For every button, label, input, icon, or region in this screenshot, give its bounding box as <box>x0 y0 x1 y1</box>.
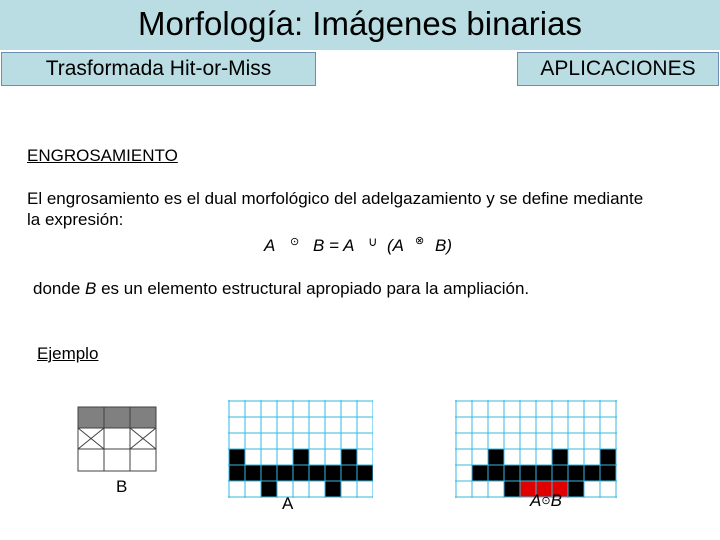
b-cell-gray-2 <box>104 407 130 428</box>
foreground-pixel <box>472 465 488 481</box>
formula-b-equals-a: B = A <box>313 236 355 255</box>
foreground-pixel <box>488 449 504 465</box>
where-suffix: es un elemento estructural apropiado para la ampliación. <box>96 279 530 298</box>
foreground-pixel <box>293 449 309 465</box>
foreground-pixel <box>229 465 245 481</box>
thickening-operator-symbol: ⊙ <box>290 236 300 248</box>
foreground-pixel <box>504 465 520 481</box>
intro-text-line2: la expresión: <box>27 210 124 229</box>
foreground-pixel <box>536 465 552 481</box>
foreground-pixel <box>504 481 520 497</box>
foreground-pixel <box>261 465 277 481</box>
caption-result-a: A <box>530 491 542 510</box>
caption-result-b: B <box>550 491 562 510</box>
foreground-pixel <box>584 465 600 481</box>
union-symbol: ∪ <box>368 234 378 249</box>
caption-a: A <box>282 494 294 513</box>
foreground-pixel <box>261 481 277 497</box>
foreground-pixel <box>568 465 584 481</box>
where-prefix: donde <box>33 279 85 298</box>
foreground-pixel <box>245 465 261 481</box>
where-text <box>33 279 529 299</box>
foreground-pixel <box>341 465 357 481</box>
b-cell-white-3 <box>130 449 156 471</box>
binary-image-a <box>228 400 373 498</box>
foreground-pixel <box>229 449 245 465</box>
b-cell-white-2 <box>104 449 130 471</box>
tab-aplicaciones[interactable]: APLICACIONES <box>517 52 719 86</box>
b-cell-center <box>104 428 130 449</box>
b-cell-white-1 <box>78 449 104 471</box>
b-cell-gray-1 <box>78 407 104 428</box>
tab-hit-or-miss[interactable]: Trasformada Hit-or-Miss <box>1 52 316 86</box>
intro-text-line1: El engrosamiento es el dual morfológico del adelgazamiento y se define mediante <box>27 189 644 208</box>
foreground-pixel <box>293 465 309 481</box>
foreground-pixel <box>600 449 616 465</box>
foreground-pixel <box>325 465 341 481</box>
foreground-pixel <box>277 465 293 481</box>
example-heading: Ejemplo <box>37 344 99 363</box>
caption-result <box>530 491 562 511</box>
caption-b: B <box>116 477 128 496</box>
foreground-pixel <box>325 481 341 497</box>
formula-a: A <box>264 236 276 255</box>
foreground-pixel <box>357 465 373 481</box>
section-heading: ENGROSAMIENTO <box>27 146 178 165</box>
foreground-pixel <box>552 449 568 465</box>
foreground-pixel <box>309 465 325 481</box>
foreground-pixel <box>341 449 357 465</box>
binary-image-result <box>455 400 617 498</box>
foreground-pixel <box>600 465 616 481</box>
slide-title: Morfología: Imágenes binarias <box>138 5 582 42</box>
formula-open-paren-a: (A <box>387 236 404 255</box>
foreground-pixel <box>568 481 584 497</box>
formula-b-close: B) <box>435 236 452 255</box>
structuring-element-b <box>77 406 157 472</box>
foreground-pixel <box>520 465 536 481</box>
foreground-pixel <box>488 465 504 481</box>
where-b: B <box>85 279 97 298</box>
b-cell-gray-3 <box>130 407 156 428</box>
foreground-pixel <box>552 465 568 481</box>
hit-or-miss-operator-symbol: ⊗ <box>415 235 425 247</box>
caption-result-operator: ⊙ <box>541 495 551 507</box>
